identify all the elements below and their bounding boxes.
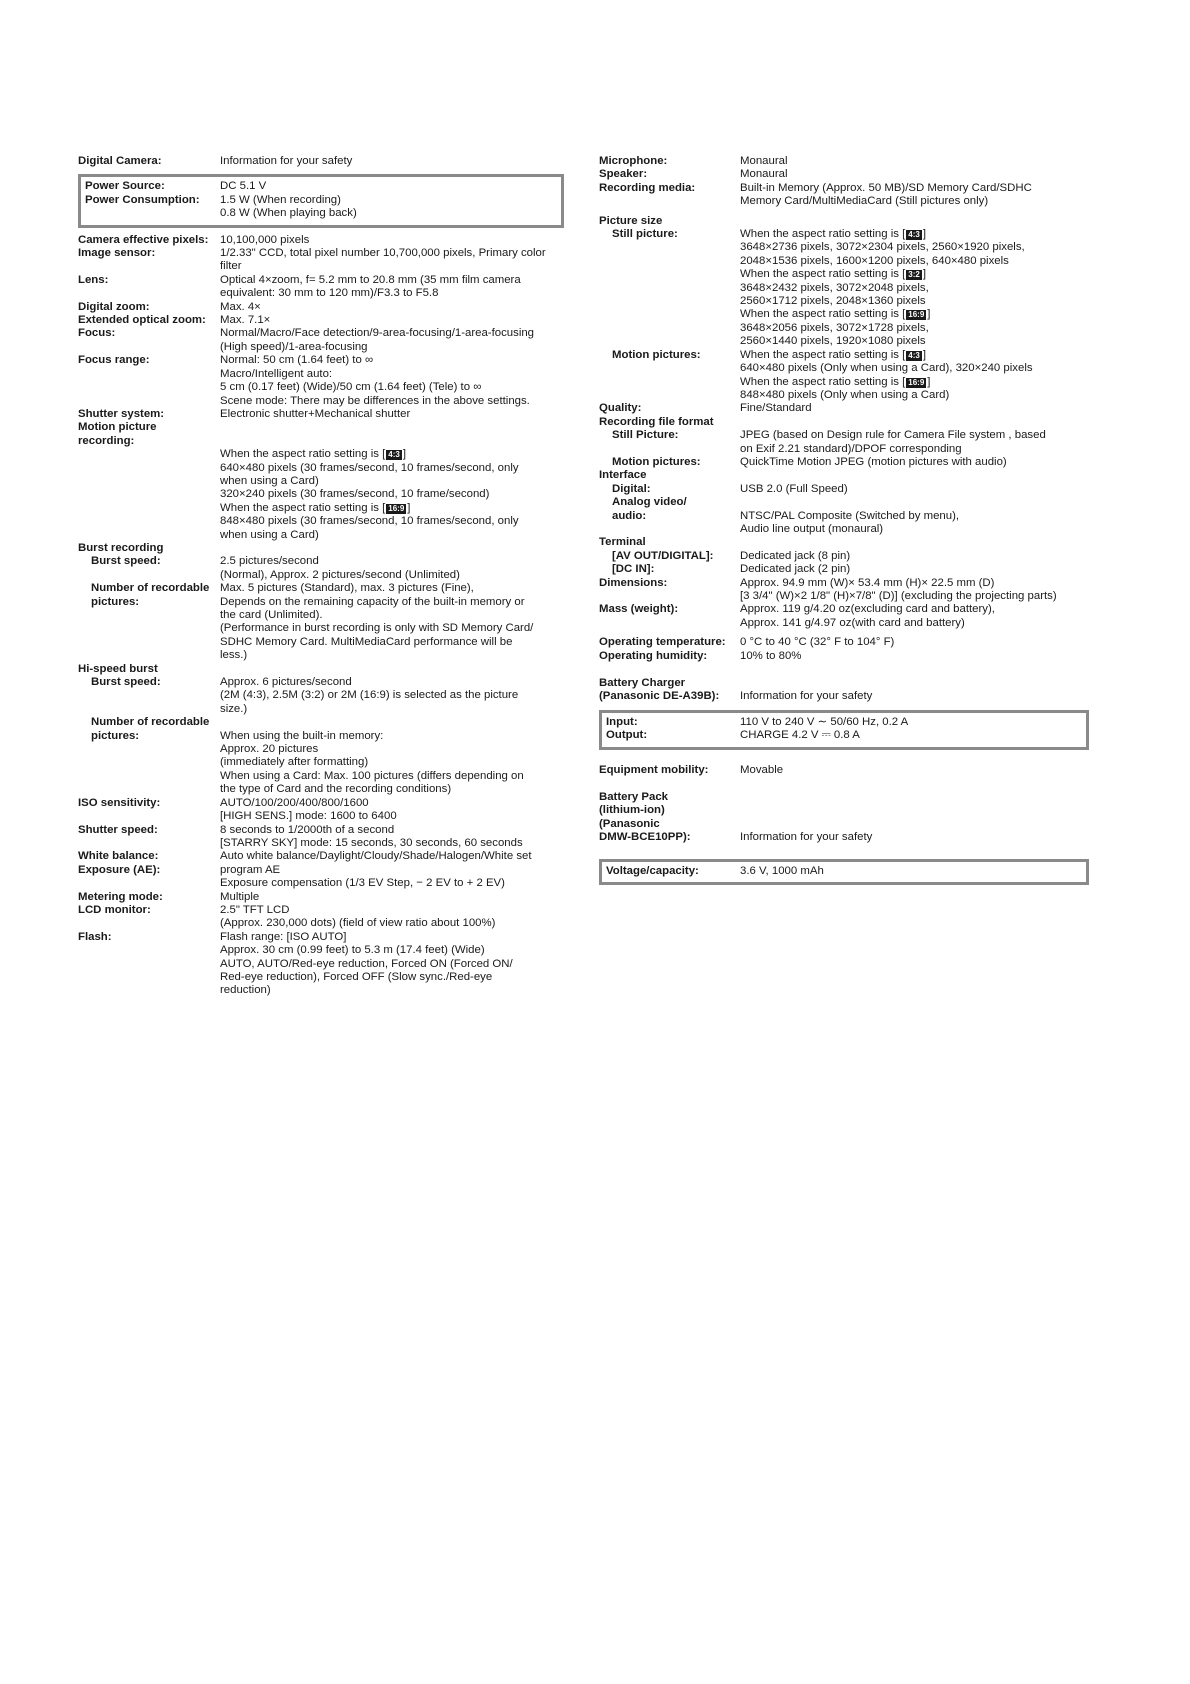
spec-label: Shutter system: <box>78 407 165 420</box>
spec-label: Flash: <box>78 930 112 943</box>
spec-row-mass-weight <box>599 603 1089 630</box>
spec-value <box>220 194 557 221</box>
spec-value-line: Optical 4×zoom, f= 5.2 mm to 20.8 mm (35 mm film camera <box>220 273 521 286</box>
spec-row-dimensions <box>599 577 1089 604</box>
spacer <box>599 663 1089 677</box>
spec-value <box>740 416 1089 429</box>
spec-value <box>740 563 1089 576</box>
spec-label: Analog video/ <box>612 496 687 509</box>
spec-value-line: 0.8 W (When playing back) <box>220 207 357 220</box>
spec-value <box>740 536 1089 549</box>
spec-row-av-out-digital <box>599 550 1089 563</box>
spec-row-operating-humidity <box>599 650 1089 663</box>
spec-value-line: Approx. 141 g/4.97 oz(with card and battery) <box>740 616 965 629</box>
spec-value-line: Exposure compensation (1/3 EV Step, − 2 EV to + 2 EV) <box>220 877 505 890</box>
spec-row-shutter-speed <box>78 824 564 851</box>
spec-value-line: program AE <box>220 863 281 876</box>
spec-label: Still Picture: <box>612 429 679 442</box>
spec-value <box>740 429 1089 456</box>
spec-label: Number of recordable <box>91 582 210 595</box>
spec-row-focus <box>78 327 564 354</box>
spec-value-line: Electronic shutter+Mechanical shutter <box>220 407 411 420</box>
spec-value-line: 110 V to 240 V ∼ 50/60 Hz, 0.2 A <box>740 715 909 728</box>
spec-label: Camera effective pixels: <box>78 233 209 246</box>
spec-label: Voltage/capacity: <box>606 864 699 877</box>
spec-label: Terminal <box>599 536 646 549</box>
spec-row-still-picture <box>599 228 1089 349</box>
spec-value-line: Approx. 94.9 mm (W)× 53.4 mm (H)× 22.5 mm (D) <box>740 576 995 589</box>
spec-value-line: 3648×2432 pixels, 3072×2048 pixels, <box>740 281 929 294</box>
spec-value <box>220 421 564 434</box>
spec-label: Recording media: <box>599 181 696 194</box>
spec-value-line: When using a Card: Max. 100 pictures (differs depending on <box>220 769 524 782</box>
spec-row-digital <box>599 483 1089 496</box>
spec-label: recording: <box>78 434 135 447</box>
spec-label: Output: <box>606 729 648 742</box>
spec-row-interface <box>599 469 1089 482</box>
spec-label: Dimensions: <box>599 576 668 589</box>
spec-value <box>220 247 564 274</box>
spec-label: (lithium-ion) <box>599 804 665 817</box>
spec-value <box>220 274 564 301</box>
spec-row-panasonic-de-a39b <box>599 690 1089 703</box>
spec-value-line: JPEG (based on Design rule for Camera File system , based <box>740 429 1046 442</box>
spec-label: Exposure (AE): <box>78 863 161 876</box>
spec-value-line: Flash range: [ISO AUTO] <box>220 930 347 943</box>
spec-value-line: filter <box>220 260 242 273</box>
spec-value <box>740 636 1089 649</box>
spec-row-quality <box>599 402 1089 415</box>
spec-value-line: 848×480 pixels (30 frames/second, 10 frames/second, only <box>220 515 519 528</box>
spec-row-lithium-ion <box>599 804 1089 817</box>
spec-value-line: on Exif 2.21 standard)/DPOF corresponding <box>740 442 962 455</box>
spec-row-output <box>606 729 1082 742</box>
spec-value-line: Information for your safety <box>740 831 873 844</box>
spec-label: Digital zoom: <box>78 300 150 313</box>
spec-row-still-picture <box>599 429 1089 456</box>
spec-row-battery-pack <box>599 791 1089 804</box>
spec-value-line: 2560×1440 pixels, 1920×1080 pixels <box>740 335 926 348</box>
spec-value-line: Macro/Intelligent auto: <box>220 367 333 380</box>
spec-row-image-sensor <box>78 247 564 274</box>
spec-label: Motion pictures: <box>612 455 701 468</box>
spec-value <box>740 496 1089 509</box>
spec-label: Number of recordable <box>91 716 210 729</box>
spec-label: Image sensor: <box>78 247 156 260</box>
spec-row-recording-file-format <box>599 416 1089 429</box>
spec-value-line: Audio line output (monaural) <box>740 522 884 535</box>
spec-value-line: Monaural <box>740 155 788 167</box>
spec-value <box>220 542 564 555</box>
spec-value-line: Approx. 20 pictures <box>220 743 319 756</box>
spec-value <box>740 865 1082 878</box>
spec-value <box>220 582 564 595</box>
spec-value-line: 2.5" TFT LCD <box>220 903 290 916</box>
boxed-spec-group <box>599 859 1089 885</box>
spec-row-digital-camera <box>78 155 564 168</box>
spec-label: Quality: <box>599 402 642 415</box>
spec-label: Extended optical zoom: <box>78 314 206 327</box>
spec-label: Digital: <box>612 482 651 495</box>
spec-value-line: Auto white balance/Daylight/Cloudy/Shade/Halogen/White set <box>220 850 532 863</box>
spec-row-audio <box>599 510 1089 537</box>
spec-value-line: when using a Card) <box>220 474 319 487</box>
spec-label: Metering mode: <box>78 890 163 903</box>
spec-value <box>740 469 1089 482</box>
aspect-ratio-icon: 4:3 <box>908 350 920 360</box>
spec-row-motion-picture <box>78 421 564 434</box>
spec-value-line: 1.5 W (When recording) <box>220 193 341 206</box>
spec-value <box>740 677 1089 690</box>
spec-value <box>220 716 564 729</box>
spec-value-line: the card (Unlimited). <box>220 609 323 621</box>
spec-label: Shutter speed: <box>78 823 158 836</box>
spec-value <box>220 904 564 931</box>
spec-label: Recording file format <box>599 415 714 428</box>
spec-value <box>740 577 1089 604</box>
spec-value-line: Memory Card/MultiMediaCard (Still pictures only) <box>740 195 989 208</box>
spec-value <box>220 931 564 998</box>
spec-value <box>220 314 564 327</box>
aspect-ratio-icon: 3:2 <box>908 270 920 280</box>
spec-label: Burst recording <box>78 541 164 554</box>
spec-value-line: QuickTime Motion JPEG (motion pictures with audio) <box>740 455 1007 468</box>
spec-row-power-consumption <box>85 194 557 221</box>
spec-row-iso-sensitivity <box>78 797 564 824</box>
spec-label: pictures: <box>91 595 140 608</box>
spec-value-line: When the aspect ratio setting is [ 16:9 ] <box>740 308 931 321</box>
spec-value <box>740 349 1089 403</box>
boxed-spec-group <box>78 174 564 227</box>
spec-value <box>740 716 1082 729</box>
spec-value-line: when using a Card) <box>220 528 319 541</box>
spec-label: Power Source: <box>85 180 165 193</box>
spec-label: Motion pictures: <box>612 348 701 361</box>
spec-value-line: When the aspect ratio setting is [ 4:3 ] <box>220 448 406 461</box>
spec-label: Picture size <box>599 214 663 227</box>
spec-row-analog-video <box>599 496 1089 509</box>
spec-row-operating-temperature <box>599 636 1089 649</box>
spec-value <box>740 791 1089 804</box>
spec-label: Burst speed: <box>91 676 161 689</box>
spec-row-white-balance <box>78 850 564 863</box>
spec-value-line: Information for your safety <box>740 690 873 703</box>
spec-label: Focus range: <box>78 354 150 367</box>
spec-value-line: (Normal), Approx. 2 pictures/second (Unlimited) <box>220 568 460 581</box>
spec-value <box>220 234 564 247</box>
spec-value <box>740 804 1089 817</box>
spec-value-line: 3648×2736 pixels, 3072×2304 pixels, 2560×1920 pixels, <box>740 241 1025 254</box>
spec-row-panasonic <box>599 818 1089 831</box>
spec-label: Operating temperature: <box>599 636 726 649</box>
spec-value <box>220 596 564 663</box>
spec-value-line: 2.5 pictures/second <box>220 555 319 568</box>
aspect-ratio-icon: 16:9 <box>388 503 405 513</box>
spec-value-line: 1/2.33" CCD, total pixel number 10,700,000 pixels, Primary color <box>220 247 546 260</box>
spec-label: (Panasonic <box>599 817 660 830</box>
spec-value <box>220 864 564 891</box>
spec-value-line: 3.6 V, 1000 mAh <box>740 864 824 877</box>
spec-value <box>220 155 564 168</box>
spec-value <box>740 818 1089 831</box>
spec-value-line: [STARRY SKY] mode: 15 seconds, 30 seconds, 60 seconds <box>220 836 523 849</box>
spec-value-line: Red-eye reduction), Forced OFF (Slow sync./Red-eye <box>220 970 493 983</box>
spec-row-pictures <box>78 596 564 663</box>
spec-value-line: Max. 7.1× <box>220 314 271 327</box>
spec-row-hi-speed-burst <box>78 663 564 676</box>
spec-label: audio: <box>612 509 647 522</box>
spec-row-extended-optical-zoom <box>78 314 564 327</box>
spec-value-line: 848×480 pixels (Only when using a Card) <box>740 388 950 401</box>
boxed-spec-group <box>599 710 1089 750</box>
spec-value-line: NTSC/PAL Composite (Switched by menu), <box>740 509 960 522</box>
spec-value <box>220 408 564 421</box>
spec-label: Input: <box>606 715 638 728</box>
spec-label: DMW-BCE10PP): <box>599 831 691 844</box>
spec-value-line: 320×240 pixels (30 frames/second, 10 frame/second) <box>220 488 490 501</box>
spec-row-digital-zoom <box>78 301 564 314</box>
spec-value <box>740 650 1089 663</box>
spec-value <box>220 891 564 904</box>
spec-value-line: Approx. 119 g/4.20 oz(excluding card and battery), <box>740 603 995 616</box>
spec-value-line: (immediately after formatting) <box>220 756 369 769</box>
spec-value-line: (Performance in burst recording is only with SD Memory Card/ <box>220 622 534 635</box>
spec-label: LCD monitor: <box>78 903 151 916</box>
spec-value-line: Multiple <box>220 890 260 903</box>
spec-value-line: AUTO, AUTO/Red-eye reduction, Forced ON (Forced ON/ <box>220 957 513 970</box>
spec-row-lens <box>78 274 564 301</box>
spec-value <box>740 228 1089 349</box>
spec-row-microphone <box>599 155 1089 168</box>
spec-value-line: 8 seconds to 1/2000th of a second <box>220 823 395 836</box>
spec-value-line: When the aspect ratio setting is [ 4:3 ] <box>740 228 926 241</box>
spec-row-equipment-mobility <box>599 764 1089 777</box>
spec-row-pictures <box>78 730 564 797</box>
spec-value-line: Built-in Memory (Approx. 50 MB)/SD Memory Card/SDHC <box>740 181 1032 194</box>
spec-label: Interface <box>599 469 647 482</box>
spec-value-line: USB 2.0 (Full Speed) <box>740 482 848 495</box>
spec-value <box>740 483 1089 496</box>
spec-label: pictures: <box>91 729 140 742</box>
spec-value <box>740 182 1089 209</box>
spec-value <box>220 555 564 582</box>
spec-label: Power Consumption: <box>85 193 200 206</box>
spec-value-line: reduction) <box>220 984 271 997</box>
spec-row-power-source <box>85 180 557 193</box>
spec-label: Focus: <box>78 327 116 340</box>
spec-value-line: When using the built-in memory: <box>220 729 384 742</box>
spec-label: Microphone: <box>599 155 668 167</box>
spec-label: Digital Camera: <box>78 155 162 167</box>
spec-row-metering-mode <box>78 891 564 904</box>
spec-row-dmw-bce10pp <box>599 831 1089 844</box>
spec-value <box>220 327 564 354</box>
spec-value <box>740 155 1089 168</box>
spec-value <box>220 180 557 193</box>
spec-row-motion-pictures <box>599 349 1089 403</box>
spec-value-line: the type of Card and the recording conditions) <box>220 783 452 796</box>
spec-label: Lens: <box>78 273 109 286</box>
spec-value-line: 640×480 pixels (30 frames/second, 10 frames/second, only <box>220 461 519 474</box>
spec-label: ISO sensitivity: <box>78 796 161 809</box>
spacer <box>599 777 1089 791</box>
spec-label: [DC IN]: <box>612 563 655 576</box>
spec-value <box>740 456 1089 469</box>
spec-value <box>220 850 564 863</box>
spec-label: White balance: <box>78 850 159 863</box>
spec-row-picture-size <box>599 215 1089 228</box>
spec-value-line: 5 cm (0.17 feet) (Wide)/50 cm (1.64 feet) (Tele) to ∞ <box>220 381 482 394</box>
spec-value-line: (High speed)/1-area-focusing <box>220 340 368 353</box>
spec-value <box>220 676 564 716</box>
spec-row-exposure-ae <box>78 864 564 891</box>
spec-value <box>220 824 564 851</box>
spec-row-terminal <box>599 536 1089 549</box>
aspect-ratio-icon: 4:3 <box>388 450 400 460</box>
spacer <box>599 750 1089 764</box>
spec-label: Battery Charger <box>599 677 686 690</box>
spec-row-number-of-recordable <box>78 716 564 729</box>
spec-label: Mass (weight): <box>599 603 679 616</box>
spec-value-line: [3 3/4" (W)×2 1/8" (H)×7/8" (D)] (excluding the projecting parts) <box>740 590 1057 602</box>
spec-row-shutter-system <box>78 408 564 421</box>
spec-value-line: less.) <box>220 649 248 662</box>
spec-value-line: When the aspect ratio setting is [ 4:3 ] <box>740 348 926 361</box>
aspect-ratio-icon: 4:3 <box>908 230 920 240</box>
spec-label: Speaker: <box>599 168 648 181</box>
spec-value-line: Information for your safety <box>220 155 353 167</box>
spec-label: Still picture: <box>612 228 678 241</box>
spec-value <box>220 797 564 824</box>
spec-value-line: Scene mode: There may be differences in the above settings. <box>220 394 530 407</box>
spec-value-line: 3648×2056 pixels, 3072×1728 pixels, <box>740 321 929 334</box>
spec-value-line: When the aspect ratio setting is [ 16:9 ] <box>740 375 931 388</box>
spec-label: Hi-speed burst <box>78 662 158 675</box>
aspect-ratio-icon: 16:9 <box>908 377 925 387</box>
spec-value <box>740 690 1089 703</box>
spec-row-burst-speed <box>78 676 564 716</box>
spec-row-input <box>606 716 1082 729</box>
spec-row-voltage-capacity <box>606 865 1082 878</box>
spec-value-line: When the aspect ratio setting is [ 16:9 ] <box>220 501 411 514</box>
spec-value <box>740 550 1089 563</box>
spec-value <box>220 730 564 797</box>
spec-row-recording-media <box>599 182 1089 209</box>
spec-value <box>740 729 1082 742</box>
spec-row-motion-pictures <box>599 456 1089 469</box>
spec-value <box>220 663 564 676</box>
spec-value-line: Max. 5 pictures (Standard), max. 3 pictures (Fine), <box>220 582 474 595</box>
spec-value-line: Normal/Macro/Face detection/9-area-focusing/1-area-focusing <box>220 327 535 340</box>
spec-value-line: Approx. 30 cm (0.99 feet) to 5.3 m (17.4 feet) (Wide) <box>220 944 485 957</box>
spec-value <box>740 402 1089 415</box>
spec-value <box>740 764 1089 777</box>
spec-value-line: Movable <box>740 763 784 776</box>
spec-label: Motion picture <box>78 421 157 434</box>
spec-row-focus-range <box>78 354 564 408</box>
spec-value <box>740 831 1089 844</box>
spec-value <box>740 168 1089 181</box>
spec-row-speaker <box>599 168 1089 181</box>
spec-value <box>220 301 564 314</box>
spec-value-line: Dedicated jack (8 pin) <box>740 549 851 562</box>
spec-row-burst-recording <box>78 542 564 555</box>
spec-value-line <box>220 435 564 448</box>
spec-row-lcd-monitor <box>78 904 564 931</box>
spec-value-line: Normal: 50 cm (1.64 feet) to ∞ <box>220 354 374 367</box>
spec-value-line: 10% to 80% <box>740 649 802 662</box>
spec-row-battery-charger <box>599 677 1089 690</box>
spacer <box>599 845 1089 859</box>
left-spec-column <box>78 155 564 998</box>
spec-value-line: (Approx. 230,000 dots) (field of view ratio about 100%) <box>220 917 496 930</box>
spec-label: Equipment mobility: <box>599 763 709 776</box>
spec-value-line: 640×480 pixels (Only when using a Card), 320×240 pixels <box>740 362 1033 375</box>
spec-value-line: SDHC Memory Card. MultiMediaCard performance will be <box>220 635 513 648</box>
spec-value-line: 10,100,000 pixels <box>220 233 310 246</box>
spec-row-camera-effective-pixels <box>78 234 564 247</box>
spec-label: [AV OUT/DIGITAL]: <box>612 549 714 562</box>
spec-value <box>740 215 1089 228</box>
spec-value-line: DC 5.1 V <box>220 180 267 193</box>
spec-value-line: 0 °C to 40 °C (32° F to 104° F) <box>740 636 895 649</box>
spec-value <box>740 510 1089 537</box>
spec-label: Operating humidity: <box>599 649 708 662</box>
spec-value-line: When the aspect ratio setting is [ 3:2 ] <box>740 268 926 281</box>
spec-value-line: Max. 4× <box>220 300 261 313</box>
spec-value-line: AUTO/100/200/400/800/1600 <box>220 796 369 809</box>
spec-value-line: (2M (4:3), 2.5M (3:2) or 2M (16:9) is selected as the picture <box>220 689 519 702</box>
spec-value-line: CHARGE 4.2 V ⎓ 0.8 A <box>740 729 860 742</box>
spec-value <box>740 603 1089 630</box>
spec-value-line: [HIGH SENS.] mode: 1600 to 6400 <box>220 810 397 823</box>
spec-row-flash <box>78 931 564 998</box>
spec-label: Battery Pack <box>599 791 669 804</box>
spec-value-line: Fine/Standard <box>740 402 812 415</box>
spec-value-line: equivalent: 30 mm to 120 mm)/F3.3 to F5.8 <box>220 287 439 300</box>
spec-value-line: Dedicated jack (2 pin) <box>740 563 851 576</box>
spec-row-number-of-recordable <box>78 582 564 595</box>
spec-label: Burst speed: <box>91 555 161 568</box>
spec-value-line: Approx. 6 pictures/second <box>220 676 352 689</box>
spec-value <box>220 435 564 542</box>
spec-value-line: Depends on the remaining capacity of the built-in memory or <box>220 595 525 608</box>
spec-row-burst-speed <box>78 555 564 582</box>
spec-label: (Panasonic DE-A39B): <box>599 690 720 703</box>
spec-value-line: 2048×1536 pixels, 1600×1200 pixels, 640×480 pixels <box>740 254 1009 267</box>
spec-value-line: Monaural <box>740 168 788 181</box>
right-spec-column <box>599 155 1089 885</box>
spec-value <box>220 354 564 408</box>
spec-row-recording <box>78 435 564 542</box>
spec-row-dc-in <box>599 563 1089 576</box>
spec-value-line: size.) <box>220 702 248 715</box>
aspect-ratio-icon: 16:9 <box>908 310 925 320</box>
spec-value-line: 2560×1712 pixels, 2048×1360 pixels <box>740 295 926 308</box>
